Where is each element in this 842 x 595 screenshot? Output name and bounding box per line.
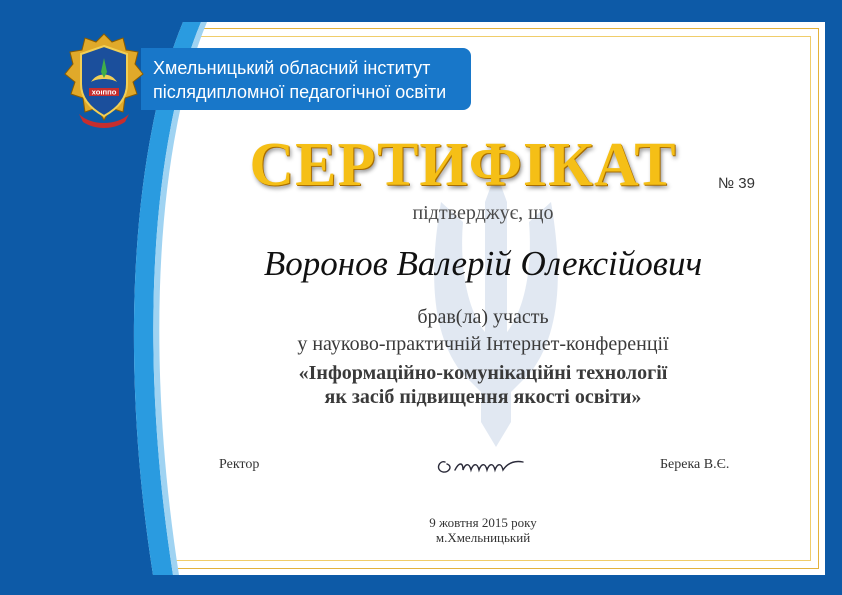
rector-name: Берека В.Є. <box>660 457 730 472</box>
recipient-name: Воронов Валерій Олексійович <box>263 244 703 283</box>
institute-emblem-icon <box>63 32 145 132</box>
event-title-line1: «Інформаційно-комунікаційні технології <box>298 362 668 384</box>
certificate-sheet <box>23 22 825 575</box>
rector-signature-icon <box>433 450 533 480</box>
emblem-text: ХОІППО <box>91 90 117 97</box>
event-title-line2: як засіб підвищення якості освіти» <box>324 386 642 408</box>
participation-text: брав(ла) участь <box>417 306 549 328</box>
institution-name <box>153 56 463 104</box>
issue-date-place <box>353 515 613 545</box>
certificate-title: СЕРТИФІКАТ <box>249 131 677 199</box>
event-type-text: у науково-практичній Інтернет-конференції <box>297 333 669 355</box>
issue-date: 9 жовтня 2015 року <box>429 515 537 530</box>
institution-name-line1: Хмельницький обласний інститут <box>153 58 431 78</box>
certificate-number: № 39 <box>718 175 755 192</box>
rector-label: Ректор <box>219 457 260 472</box>
institution-name-line2: післядипломної педагогічної освіти <box>153 82 447 102</box>
confirms-text: підтверджує, що <box>412 202 554 224</box>
issue-place: м.Хмельницький <box>435 530 531 545</box>
